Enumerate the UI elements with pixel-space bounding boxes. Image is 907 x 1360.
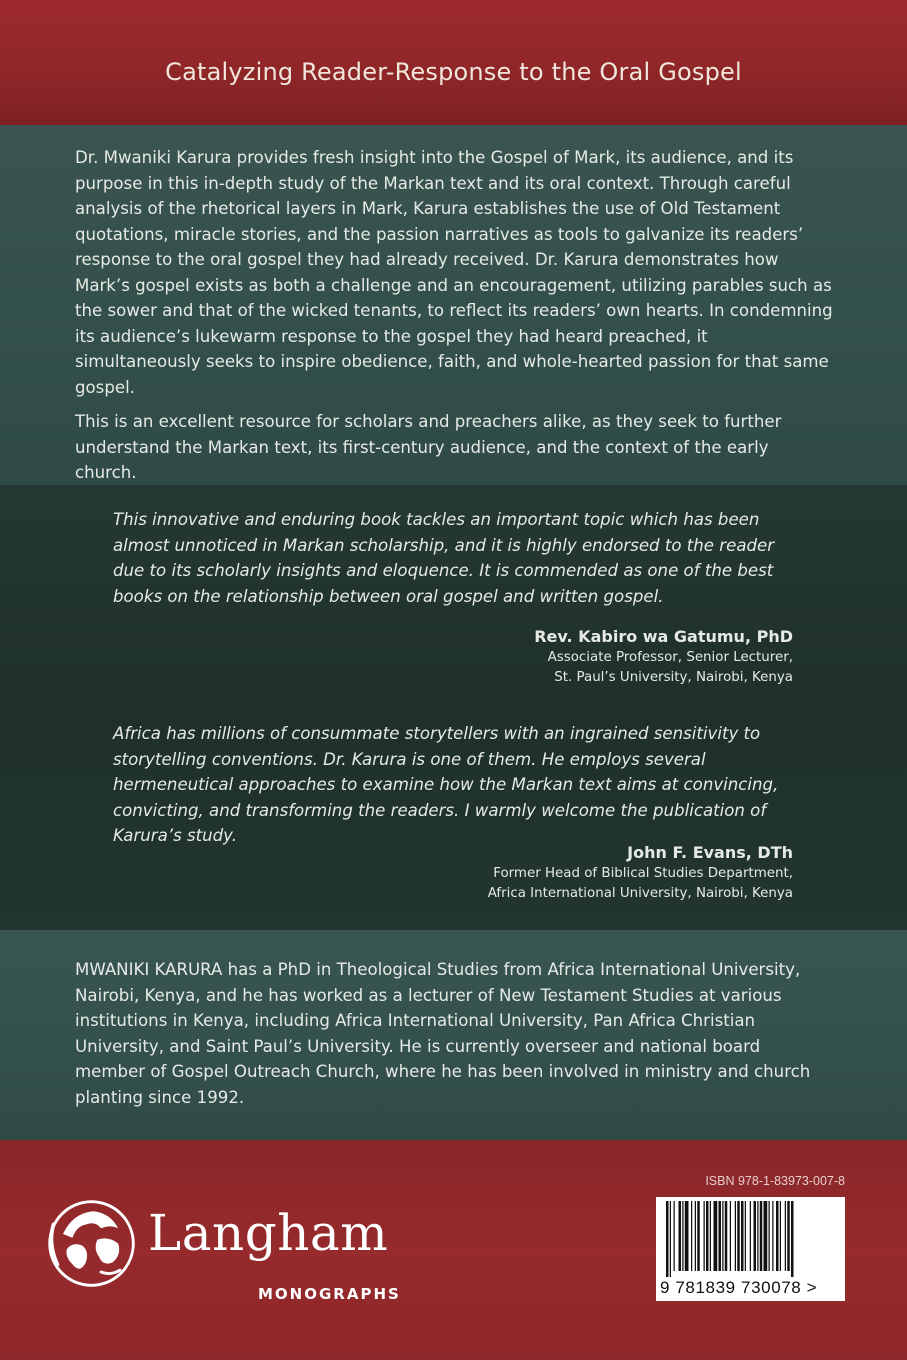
cover-headline: Catalyzing Reader-Response to the Oral Gospel — [165, 58, 742, 86]
barcode-bar — [685, 1201, 689, 1271]
globe-figure-icon — [44, 1196, 139, 1291]
barcode-bar — [695, 1201, 696, 1271]
endorsement-quote-1: This innovative and enduring book tackles an important topic which has been almost unnoticed in Markan scholarship, and it is highly endorsed to the reader due to its scholarly insights and eloquence. It is commended as one of the best books on the relationship between oral gospel and written gospel. — [113, 510, 775, 606]
barcode-bar — [760, 1201, 763, 1271]
barcode-bar — [674, 1201, 675, 1271]
endorsement-attribution-1 — [534, 626, 793, 688]
barcode-bar — [730, 1201, 731, 1271]
description-paragraph-1: Dr. Mwaniki Karura provides fresh insight into the Gospel of Mark, its audience, and its purpose in this in-depth study of the Markan text and its oral context. Through careful analysis of the rhetorical layers in Mark, Karura establishes the use of Old Testament quotations, miracle stories, and the passion narratives as tools to galvanize its readers’ response to the oral gospel they had already received. Dr. Karura demonstrates how Mark’s gospel exists as both a challenge and an encouragement, utilizing parables such as the sower and that of the wicked tenants, to reflect its readers’ own hearts. In condemning its audience’s lukewarm response to the gospel they had heard preached, it simultaneously seeks to inspire obedience, faith, and whole-hearted passion for that same gospel. — [75, 148, 833, 397]
barcode-bar — [764, 1201, 768, 1271]
endorsement-attribution-2 — [488, 842, 793, 904]
author-bio: MWANIKI KARURA has a PhD in Theological Studies from Africa International University, Nairobi, Kenya, and he has worked as a lecturer of New Testament Studies at various institutions in Kenya, including Africa International University, Pan Africa Christian University, and Saint Paul’s University. He is currently overseer and national board member of Gospel Outreach Church, where he has been involved in ministry and church planting since 1992. — [75, 960, 811, 1107]
barcode-bar — [666, 1201, 669, 1277]
publisher-series: MONOGRAPHS — [258, 1285, 401, 1303]
barcode-bars — [656, 1197, 845, 1277]
barcode-bar — [706, 1201, 709, 1271]
barcode-bar — [679, 1201, 682, 1271]
barcode-digits: 9 781839 730078 > — [660, 1278, 818, 1297]
barcode-bar — [682, 1201, 683, 1271]
barcode-bar — [670, 1201, 671, 1277]
endorser-name: Rev. Kabiro wa Gatumu, PhD — [534, 627, 793, 646]
endorser-role: Former Head of Biblical Studies Department, — [493, 866, 793, 881]
barcode-bar — [785, 1201, 786, 1271]
barcode-bar — [697, 1201, 700, 1271]
endorsement-quote-2: Africa has millions of consummate storytellers with an ingrained sensitivity to storytelling conventions. Dr. Karura is one of them. He employs several hermeneutical approaches to examine how the Markan text aims at convincing, convicting, and transforming the readers. I warmly welcome the publication of Karura’s study. — [113, 724, 779, 845]
barcode-bar — [780, 1201, 781, 1271]
barcode-bar — [787, 1201, 790, 1271]
publisher-name: Langham — [148, 1204, 389, 1262]
barcode-bar — [776, 1201, 779, 1271]
barcode-bar — [754, 1201, 757, 1271]
endorser-affiliation: St. Paul’s University, Nairobi, Kenya — [554, 670, 793, 685]
barcode-bar — [745, 1201, 746, 1271]
barcode-bar — [750, 1201, 751, 1271]
barcode-bar — [725, 1201, 728, 1271]
barcode-bar — [722, 1201, 723, 1271]
description-paragraph-2: This is an excellent resource for scholars and preachers alike, as they seek to further understand the Markan text, its first-century audience, and the context of the early church. — [75, 412, 782, 482]
endorser-role: Associate Professor, Senior Lecturer, — [547, 650, 793, 665]
barcode-bar — [769, 1201, 770, 1271]
barcode-bar — [737, 1201, 740, 1271]
isbn-label: ISBN 978-1-83973-007-8 — [705, 1174, 845, 1188]
barcode-bar — [710, 1201, 711, 1271]
endorser-affiliation: Africa International University, Nairobi, Kenya — [487, 886, 793, 901]
barcode-bar — [741, 1201, 744, 1271]
barcode-bar — [691, 1201, 692, 1271]
barcode-bar — [757, 1201, 758, 1271]
header-band — [0, 0, 907, 125]
endorser-name: John F. Evans, DTh — [627, 843, 793, 862]
barcode-bar — [714, 1201, 718, 1271]
barcode-bar — [735, 1201, 736, 1271]
barcode-bar — [772, 1201, 773, 1271]
barcode-bar — [719, 1201, 722, 1271]
barcode-bar — [704, 1201, 705, 1271]
barcode-bar — [791, 1201, 794, 1277]
